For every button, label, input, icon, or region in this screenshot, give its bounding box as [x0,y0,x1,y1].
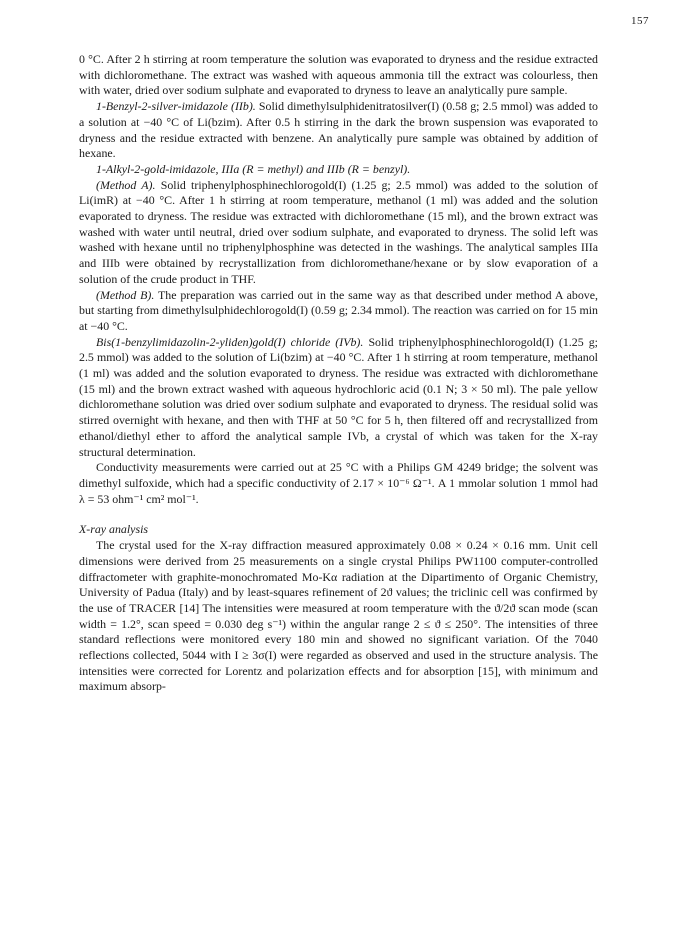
paragraph: 1-Benzyl-2-silver-imidazole (IIb). Solid dimethylsulphidenitratosilver(I) (0.58 g; 2.5 mmol) was added to a solution at −40 °C of Li(bzim). After 0.5 h stirring in the dark the brown suspension was evaporated to dryness and the residue extracted with benzene. An analytically pure sample was obtained by addition of hexane. [79,99,598,161]
section-heading: X-ray analysis [79,522,149,537]
compound-heading: Bis(1-benzylimidazolin-2-yliden)gold(I) chloride (IVb). [96,334,364,349]
paragraph: 0 °C. After 2 h stirring at room temperature the solution was evaporated to dryness and the residue extracted with dichloromethane. The extract was washed with aqueous ammonia till the extract was colourless, then with water, dried over sodium sulphate and evaporated to dryness to leave an analytically pure sample. [79,52,598,98]
compound-heading: 1-Benzyl-2-silver-imidazole (IIb). [96,99,256,114]
method-heading: (Method B). [96,287,155,302]
paragraph: Conductivity measurements were carried out at 25 °C with a Philips GM 4249 bridge; the solvent was dimethyl sulfoxide, which had a specific conductivity of 2.17 × 10⁻⁶ Ω⁻¹. A 1 mmolar solution 1 mmol had λ = 53 ohm⁻¹ cm² mol⁻¹. [79,460,598,506]
paragraph: The crystal used for the X-ray diffraction measured approximately 0.08 × 0.24 × 0.16 mm. Unit cell dimensions were derived from 25 measurements on a single crystal Philips PW1100 computer-controlled diffractometer with graphite-monochromated Mo-Kα radiation at the Dipartimento of Organic Chemistry, University of Padua (Italy) and by least-squares refinement of 2ϑ values; the triclinic cell was confirmed by the use of TRACER [14] The intensities were measured at room temperature with the ϑ/2ϑ scan mode (scan width = 1.2°, scan speed = 0.030 deg s⁻¹) within the angular range 2 ≤ ϑ ≤ 250°. The intensities of three standard reflections were monitored every 180 min and showed no significant variation. Of the 7040 reflections collected, 5044 with I ≥ 3σ(I) were regarded as observed and used in the structure analysis. The intensities were corrected for Lorentz and polarization effects and for absorption [15], with minimum and maximum absorp- [79,538,598,694]
paragraph: (Method A). Solid triphenylphosphinechlorogold(I) (1.25 g; 2.5 mmol) was added to the solution of Li(imR) at −40 °C. After 1 h stirring at room temperature, methanol (1 ml) was added and the solution evaporated to dryness. The residue was extracted with dichloromethane (15 ml), and the brown extract was washed with water until neutral, dried over sodium sulphate, and evaporated to dryness. The solid left was washed with hexane until no triphenylphosphine was detected in the washings. The analytical samples IIIa and IIIb were obtained by recrystallization from dichloromethane/hexane or by slow evaporation of a solution of the crude product in THF. [79,177,598,286]
page-number: 157 [631,15,649,27]
paragraph: (Method B). The preparation was carried out in the same way as that described under method A above, but starting from dimethylsulphidechlorogold(I) (0.59 g; 2.34 mmol). The reaction was carried on for 15 min at −40 °C. [79,287,598,333]
method-heading: (Method A). [96,177,156,192]
paragraph [79,162,598,178]
compound-heading: 1-Alkyl-2-gold-imidazole, IIIa (R = methyl) and IIIb (R = benzyl). [96,161,411,176]
paragraph: Bis(1-benzylimidazolin-2-yliden)gold(I) chloride (IVb). Solid triphenylphosphinechlorogold(I) (1.25 g; 2.5 mmol) was added to the solution of Li(bzim) at −40 °C. After 1 h stirring at room temperature, methanol (1 ml) was added and the solution evaporated to dryness. The residue was extracted with dichloromethane (15 ml) and the brown extract washed with aqueous hydrochloric acid (0.1 N; 3 × 50 ml). The pale yellow dichloromethane solution was dried over sodium sulphate and evaporated to dryness. The residual solid was stirred overnight with hexane, and then with THF at 50 °C for 5 h, then filtered off and recrystallized from ethanol/diethyl ether to afford the analytical sample IVb, a crystal of which was taken for the X-ray structural determination. [79,334,598,459]
body-text [79,52,598,695]
